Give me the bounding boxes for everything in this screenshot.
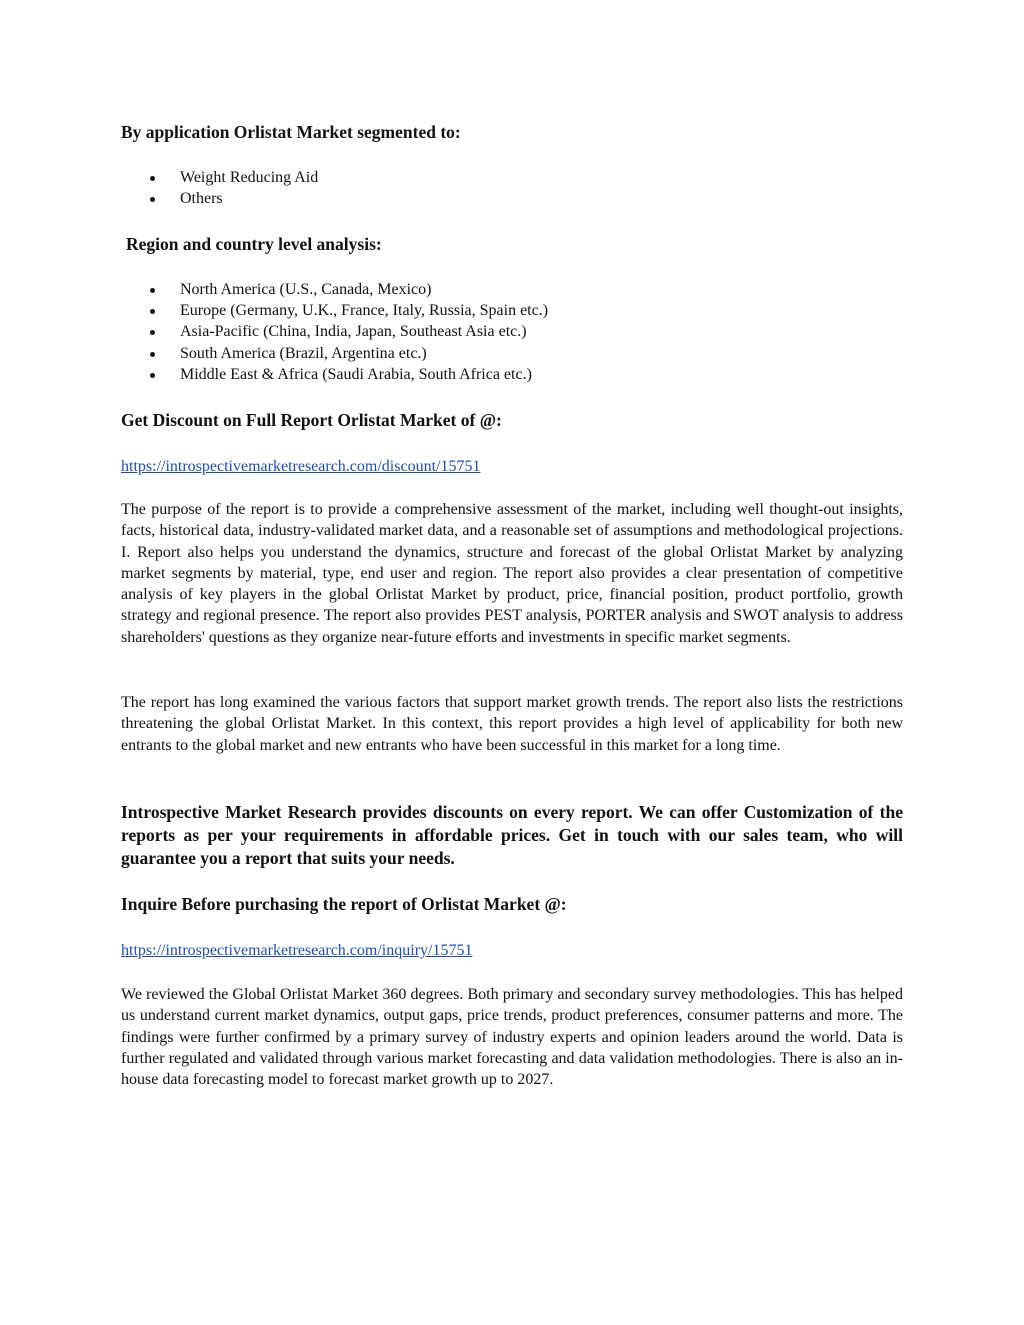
bullet-icon	[150, 373, 155, 378]
list-item-label: Europe (Germany, U.K., France, Italy, Russia, Spain etc.)	[180, 302, 549, 320]
list-item	[121, 167, 318, 188]
list-item-label: Middle East & Africa (Saudi Arabia, South Africa etc.)	[180, 365, 532, 383]
list-item-label: South America (Brazil, Argentina etc.)	[180, 344, 427, 362]
promo-paragraph: Introspective Market Research provides discounts on every report. We can offer Customization of the reports as per your requirements in affordable prices. Get in touch with our sales team, who will guarantee you a report that suits your needs.	[121, 802, 903, 869]
factors-paragraph: The report has long examined the various factors that support market growth trends. The report also lists the restrictions threatening the global Orlistat Market. In this context, this report provides a high level of applicability for both new entrants to the global market and new entrants who have been successful in this market for a long time.	[121, 694, 903, 754]
review-paragraph: We reviewed the Global Orlistat Market 360 degrees. Both primary and secondary survey methodologies. This has helped us understand current market dynamics, output gaps, price trends, product preferences, consumer patterns and more. The findings were further confirmed by a primary survey of industry experts and opinion leaders around the world. Data is further regulated and validated through various market forecasting and data validation methodologies. There is also an in-house data forecasting model to forecast market growth up to 2027.	[121, 986, 903, 1089]
list-item-label: North America (U.S., Canada, Mexico)	[180, 281, 432, 298]
bullet-icon	[150, 330, 155, 335]
bullet-icon	[150, 352, 155, 357]
list-item	[121, 364, 548, 385]
discount-link[interactable]: https://introspectivemarketresearch.com/discount/15751	[121, 458, 481, 475]
bullet-icon	[150, 176, 155, 181]
region-heading: Region and country level analysis:	[126, 234, 382, 254]
region-list	[121, 279, 548, 385]
discount-heading: Get Discount on Full Report Orlistat Market of @:	[121, 410, 502, 430]
list-item-label: Weight Reducing Aid	[180, 169, 319, 186]
list-item-label: Asia-Pacific (China, India, Japan, Southeast Asia etc.)	[180, 323, 527, 341]
list-item	[121, 321, 548, 342]
bullet-icon	[150, 309, 155, 314]
bullet-icon	[150, 288, 155, 293]
list-item	[121, 300, 548, 321]
list-item	[121, 188, 318, 209]
list-item	[121, 343, 548, 364]
application-heading: By application Orlistat Market segmented to:	[121, 122, 461, 142]
inquire-heading: Inquire Before purchasing the report of Orlistat Market @:	[121, 894, 567, 914]
bullet-icon	[150, 197, 155, 202]
list-item	[121, 279, 548, 300]
application-list	[121, 167, 318, 209]
inquiry-link[interactable]: https://introspectivemarketresearch.com/inquiry/15751	[121, 942, 473, 959]
list-item-label: Others	[180, 190, 223, 208]
purpose-paragraph: The purpose of the report is to provide a comprehensive assessment of the market, including well thought-out insights, facts, historical data, industry-validated market data, and a reasonable set of assumptions and methodological projections. I. Report also helps you understand the dynamics, structure and forecast of the global Orlistat Market by analyzing market segments by material, type, end user and region. The report also provides a clear presentation of competitive analysis of key players in the global Orlistat Market by product, price, financial position, product portfolio, growth strategy and regional presence. The report also provides PEST analysis, PORTER analysis and SWOT analysis to address shareholders' questions as they organize near-future efforts and investments in specific market segments.	[121, 501, 903, 646]
